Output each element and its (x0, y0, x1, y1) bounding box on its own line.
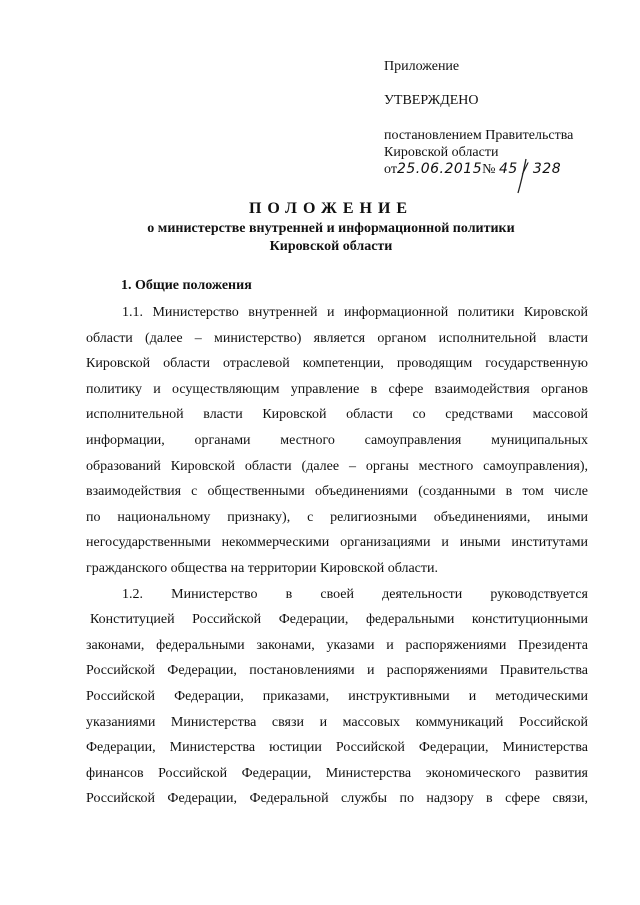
handwritten-number: 45 / 328 (498, 161, 562, 177)
paragraph-line: 1.1. Министерство внутренней и информационной политики Кировской (122, 305, 588, 320)
paragraph-line: негосударственными некоммерческими организациями и иными институтами (86, 535, 588, 551)
decree-line-2: Кировской области (384, 145, 499, 160)
paragraph-line: 1.2. Министерство в своей деятельности руководствуется (122, 586, 588, 602)
document-subtitle-line-2: Кировской области (269, 239, 393, 254)
paragraph-line: политику и осуществляющим управление в сфере взаимодействия органов (86, 381, 588, 397)
paragraph-line: Российской Федерации, приказами, инструктивными и методическими (86, 688, 588, 704)
document-subtitle-line-1: о министерстве внутренней и информационной политики (147, 221, 515, 236)
paragraph-line: области (далее – министерство) является органом исполнительной власти (86, 330, 588, 346)
paragraph-line: указаниями Министерства связи и массовых коммуникаций Российской (86, 714, 588, 730)
body-text (86, 300, 588, 812)
paragraph-line: информации, органами местного самоуправления муниципальных (86, 432, 588, 448)
paragraph-line: Российской Федерации, постановлениями и распоряжениями Правительства (86, 663, 588, 679)
paragraph-line: Федерации, Министерства юстиции Российской Федерации, Министерства (86, 740, 588, 756)
paragraph-line: образований Кировской области (далее – органы местного самоуправления), (86, 458, 588, 474)
paragraph-line: Кировской области отраслевой компетенции, проводящим государственную (86, 356, 588, 372)
approval-block (384, 58, 624, 178)
decree-date-line (384, 161, 624, 178)
number-sign: № (482, 162, 496, 177)
paragraph-line: по национальному признаку), с религиозными объединениями, иными (86, 509, 588, 525)
date-prefix: от (384, 162, 397, 177)
paragraph-line: финансов Российской Федерации, Министерства экономического развития (86, 765, 588, 781)
document-title: ПОЛОЖЕНИЕ (248, 200, 414, 217)
appendix-label: Приложение (384, 59, 460, 74)
paragraph-line: законами, федеральными законами, указами и распоряжениями Президента (86, 637, 588, 653)
pen-stroke-mark (512, 157, 532, 195)
document-title-block (96, 199, 566, 255)
paragraph-line: взаимодействия с общественными объединениями (созданными в том числе (86, 484, 588, 500)
paragraph-line: Российской Федерации, Федеральной службы по надзору в сфере связи, (86, 791, 588, 807)
paragraph-line: исполнительной власти Кировской области со средствами массовой (86, 407, 588, 423)
approved-label: УТВЕРЖДЕНО (384, 93, 479, 108)
decree-line-1: постановлением Правительства (384, 128, 574, 143)
paragraph-line: Конституцией Российской Федерации, федеральными конституционными (90, 612, 588, 628)
section-heading: 1. Общие положения (121, 278, 252, 293)
paragraph-line: гражданского общества на территории Кировской области. (86, 560, 438, 576)
handwritten-date: 25.06.2015 (396, 161, 483, 177)
